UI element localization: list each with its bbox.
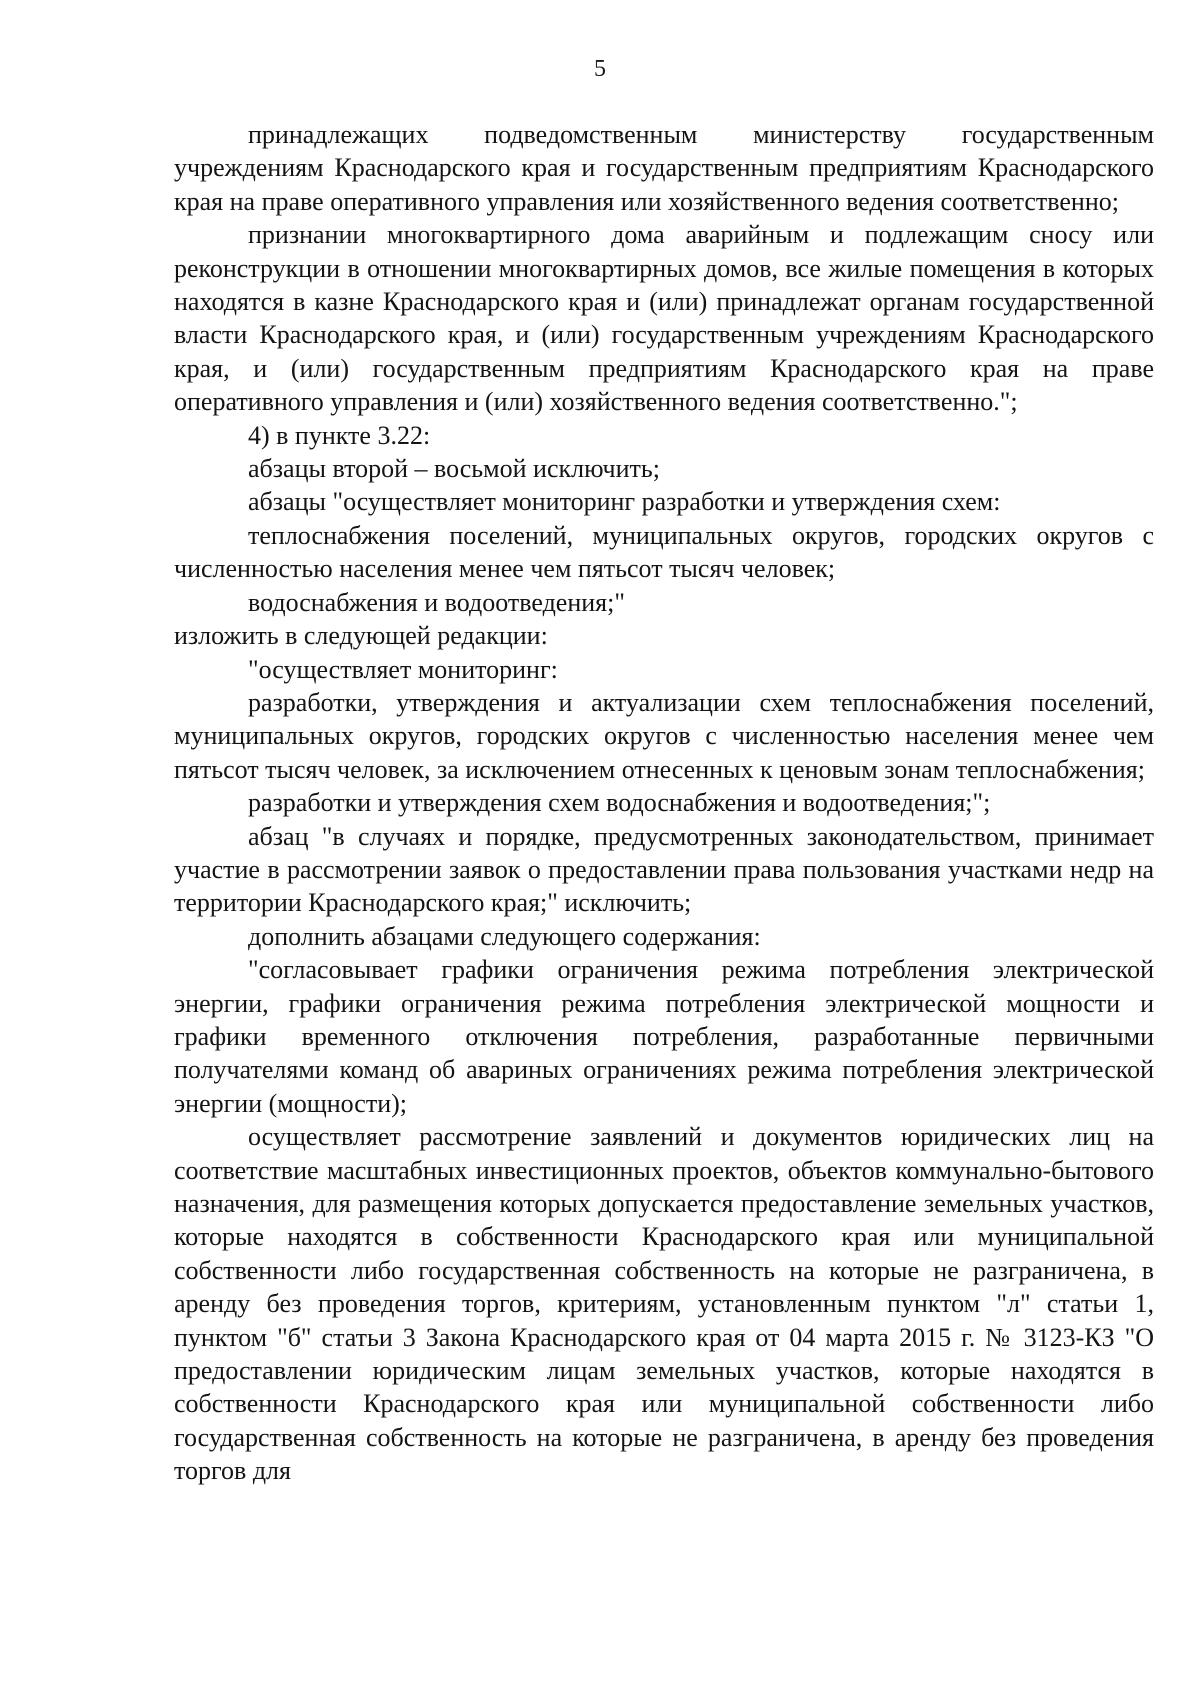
paragraph-8: изложить в следующей редакции: bbox=[174, 621, 548, 651]
paragraph-11: разработки и утверждения схем водоснабжения и водоотведения;"; bbox=[248, 788, 991, 818]
paragraph-7: водоснабжения и водоотведения;" bbox=[248, 587, 625, 617]
paragraph-15: осуществляет рассмотрение заявлений и документов юридических лиц на соответствие масштабных инвестиционных проектов, объектов коммунально-бытового назначения, для размещения которых допускается предоставление земельных участков, которые находятся в собственности Краснодарского края или муниципальной собственности либо государственная собственность на которые не разграничена, в аренду без проведения торгов, критериям, установленным пунктом "л" статьи 1, пунктом "б" статьи 3 Закона Краснодарского края от 04 марта 2015 г. № 3123-КЗ "О предоставлении юридическим лицам земельных участков, которые находятся в собственности Краснодарского края или муниципальной собственности либо государственная собственность на которые не разграничена, в аренду без проведения торгов для bbox=[174, 1122, 1154, 1486]
document-body bbox=[174, 118, 1154, 1488]
paragraph-6: теплоснабжения поселений, муниципальных округов, городских округов с численностью населения менее чем пятьсот тысяч человек; bbox=[174, 520, 1154, 584]
paragraph-9: "осуществляет мониторинг: bbox=[248, 654, 558, 684]
paragraph-1: принадлежащих подведомственным министерству государственным учреждениям Краснодарского края и государственным предприятиям Краснодарского края на праве оперативного управления или хозяйственного ведения соответственно; bbox=[174, 120, 1154, 216]
paragraph-12: абзац "в случаях и порядке, предусмотренных законодательством, принимает участие в рассмотрении заявок о предоставлении права пользования участками недр на территории Краснодарского края;" исключить; bbox=[174, 821, 1154, 918]
paragraph-3: 4) в пункте 3.22: bbox=[248, 420, 431, 450]
paragraph-13: дополнить абзацами следующего содержания: bbox=[248, 921, 761, 951]
paragraph-2: признании многоквартирного дома аварийным и подлежащим сносу или реконструкции в отношении многоквартирных домов, все жилые помещения в которых находятся в казне Краснодарского края и (или) принадлежат органам государственной власти Краснодарского края, и (или) государственным учреждениям Краснодарского края, и (или) государственным предприятиям Краснодарского края на праве оперативного управления и (или) хозяйственного ведения соответственно."; bbox=[174, 220, 1154, 417]
paragraph-14: "согласовывает графики ограничения режима потребления электрической энергии, графики ограничения режима потребления электрической мощности и графики временного отключения потребления, разработанные первичными получателями команд об авариных ограничениях режима потребления электрической энергии (мощности); bbox=[174, 955, 1154, 1118]
paragraph-5: абзацы "осуществляет мониторинг разработки и утверждения схем: bbox=[248, 487, 1001, 517]
paragraph-10: разработки, утверждения и актуализации схем теплоснабжения поселений, муниципальных округов, городских округов с численностью населения менее чем пятьсот тысяч человек, за исключением отнесенных к ценовым зонам теплоснабжения; bbox=[174, 687, 1154, 784]
page-number: 5 bbox=[594, 56, 606, 82]
paragraph-4: абзацы второй – восьмой исключить; bbox=[248, 454, 660, 484]
